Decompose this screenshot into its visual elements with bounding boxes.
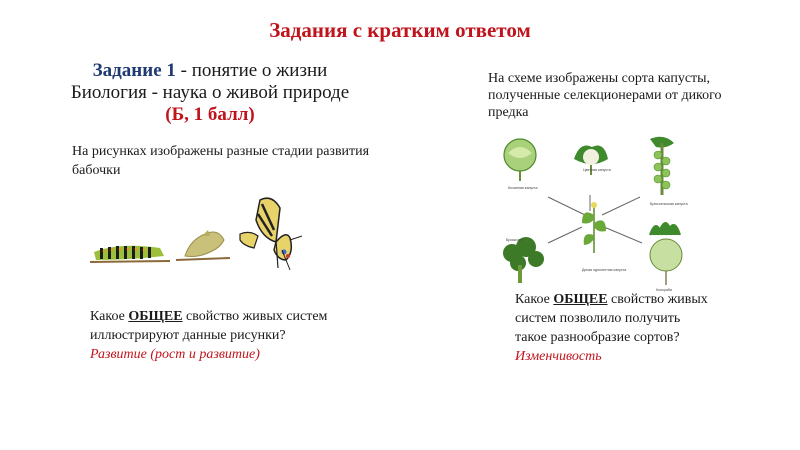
left-question-keyword: ОБЩЕЕ [128,309,183,324]
right-question-text-1: Какое [515,292,554,307]
task-topic: - понятие о жизни Биология - наука о живой природе [70,60,350,103]
label-brussels-sprouts: Брюссельская капуста [650,202,688,206]
cabbage-varieties-diagram [490,135,705,295]
right-question-text-2: свойство живых систем позволило получить такое разнообразие сортов? [515,292,708,345]
right-question-keyword: ОБЩЕЕ [553,292,608,307]
slide-title: Задания с кратким ответом [269,18,531,42]
task-heading [60,60,360,126]
task-number: Задание 1 [92,60,176,81]
label-wild-cabbage: Дикая однолетняя капуста [582,268,627,272]
butterfly-icon [240,198,302,270]
caterpillar-icon [90,246,170,262]
right-answer: Изменчивость [515,349,602,364]
butterfly-stages-image [90,190,320,280]
head-cabbage-icon [504,139,538,190]
butterfly-description: На рисунках изображены разные стадии развития бабочки [72,144,370,178]
label-head-cabbage: Кочанная капуста [508,186,538,190]
left-answer: Развитие (рост и развитие) [90,347,260,362]
label-cauliflower: Цветная капуста [583,168,611,172]
chrysalis-icon [176,230,230,260]
cauliflower-icon [574,146,611,176]
left-question-text-1: Какое [90,309,129,324]
right-question [515,290,715,366]
left-question-text-2: свойство живых систем иллюстрируют данные рисунки? [90,309,328,343]
kohlrabi-icon [650,223,682,292]
brussels-sprouts-icon [650,137,688,206]
wild-cabbage-icon [582,202,626,272]
task-score: (Б, 1 балл) [165,104,255,125]
label-broccoli: Брокколи [506,238,522,242]
cabbage-description: На схеме изображены сорта капусты, полученные селекционерами от дикого предка [488,71,722,120]
label-kohlrabi: Кольраби [656,288,673,292]
broccoli-icon [503,237,544,283]
left-question [90,307,380,364]
